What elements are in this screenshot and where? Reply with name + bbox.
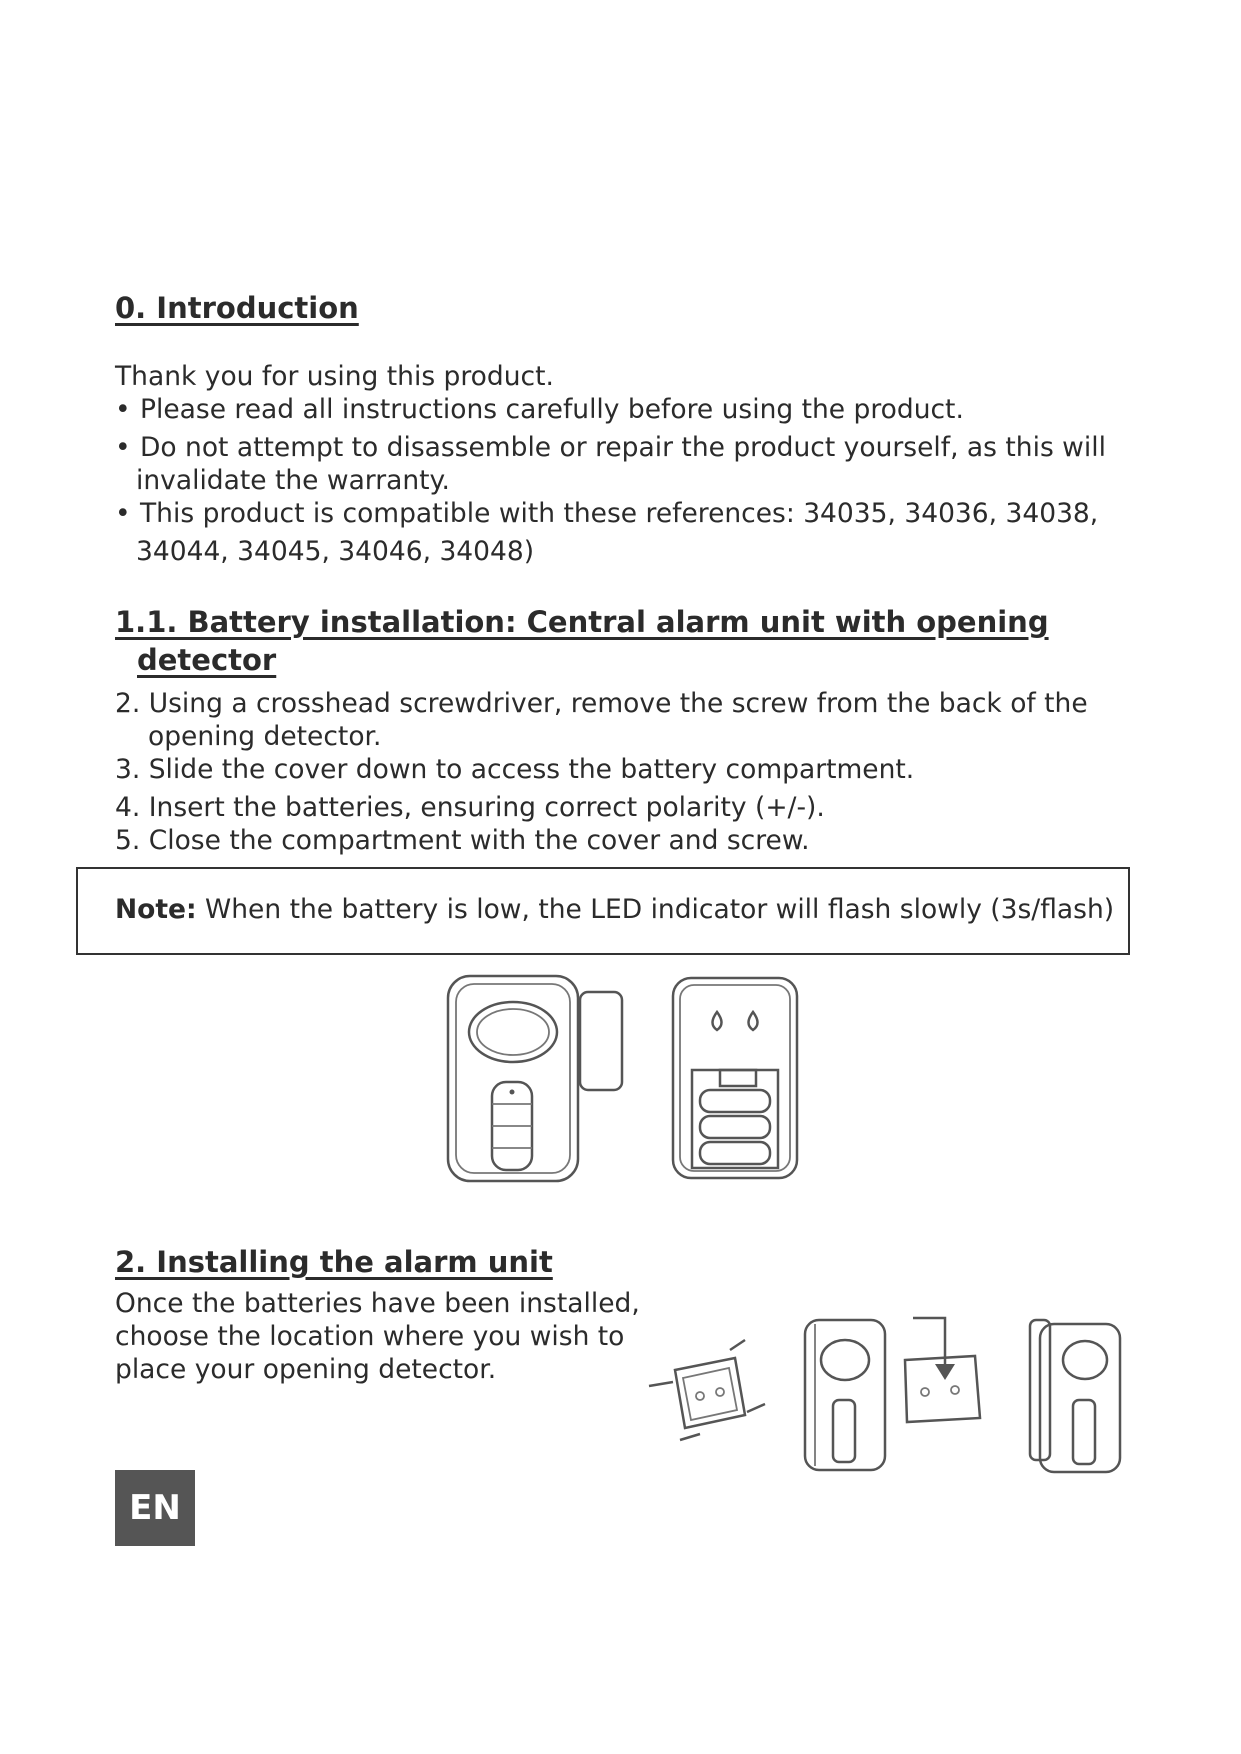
note-line (115, 893, 1114, 926)
alarm-unit-front-illustration (448, 976, 622, 1181)
intro-bullet-3-line1: This product is compatible with these references: 34035, 34036, 34038, (140, 498, 1099, 529)
battery-step-2-line1: 2. Using a crosshead screwdriver, remove the screw from the back of the (115, 688, 1088, 719)
bullet-mark: • (115, 498, 131, 529)
install-line-2: choose the location where you wish to (115, 1321, 625, 1352)
intro-bullet-3-line2: 34044, 34045, 34046, 34048) (136, 536, 535, 567)
bullet-mark: • (115, 394, 131, 425)
intro-thanks: Thank you for using this product. (115, 361, 554, 392)
intro-bullet-2-line2: invalidate the warranty. (136, 465, 450, 496)
install-illustration (645, 1300, 1155, 1480)
note-label: Note: (115, 894, 197, 925)
battery-step-5: 5. Close the compartment with the cover and screw. (115, 825, 810, 856)
bracket-with-screws-illustration (649, 1340, 765, 1440)
alarm-unit-mounted-illustration (1030, 1320, 1120, 1472)
language-tab: EN (115, 1470, 195, 1546)
battery-heading-line1: 1.1. Battery installation: Central alarm unit with opening (115, 605, 1049, 639)
alarm-unit-side-illustration (805, 1320, 885, 1470)
intro-bullet-2 (115, 431, 1125, 497)
bullet-mark: • (115, 432, 131, 463)
battery-compartment-illustration (673, 978, 797, 1178)
bracket-with-arrow-illustration (905, 1318, 980, 1422)
battery-heading-line2: detector (137, 643, 277, 677)
install-line-1: Once the batteries have been installed, (115, 1288, 640, 1319)
intro-bullet-1-text: Please read all instructions carefully before using the product. (140, 394, 964, 425)
install-heading: 2. Installing the alarm unit (115, 1245, 553, 1279)
battery-step-2-line2: opening detector. (148, 721, 382, 752)
battery-illustration (440, 970, 820, 1190)
intro-bullet-3 (115, 497, 1125, 569)
battery-step-3: 3. Slide the cover down to access the battery compartment. (115, 754, 915, 785)
install-line-3: place your opening detector. (115, 1354, 497, 1385)
intro-heading: 0. Introduction (115, 291, 359, 325)
note-text: When the battery is low, the LED indicator will flash slowly (3s/flash) (196, 894, 1115, 925)
intro-bullet-2-line1: Do not attempt to disassemble or repair the product yourself, as this will (140, 432, 1106, 463)
battery-step-4: 4. Insert the batteries, ensuring correct polarity (+/-). (115, 792, 825, 823)
